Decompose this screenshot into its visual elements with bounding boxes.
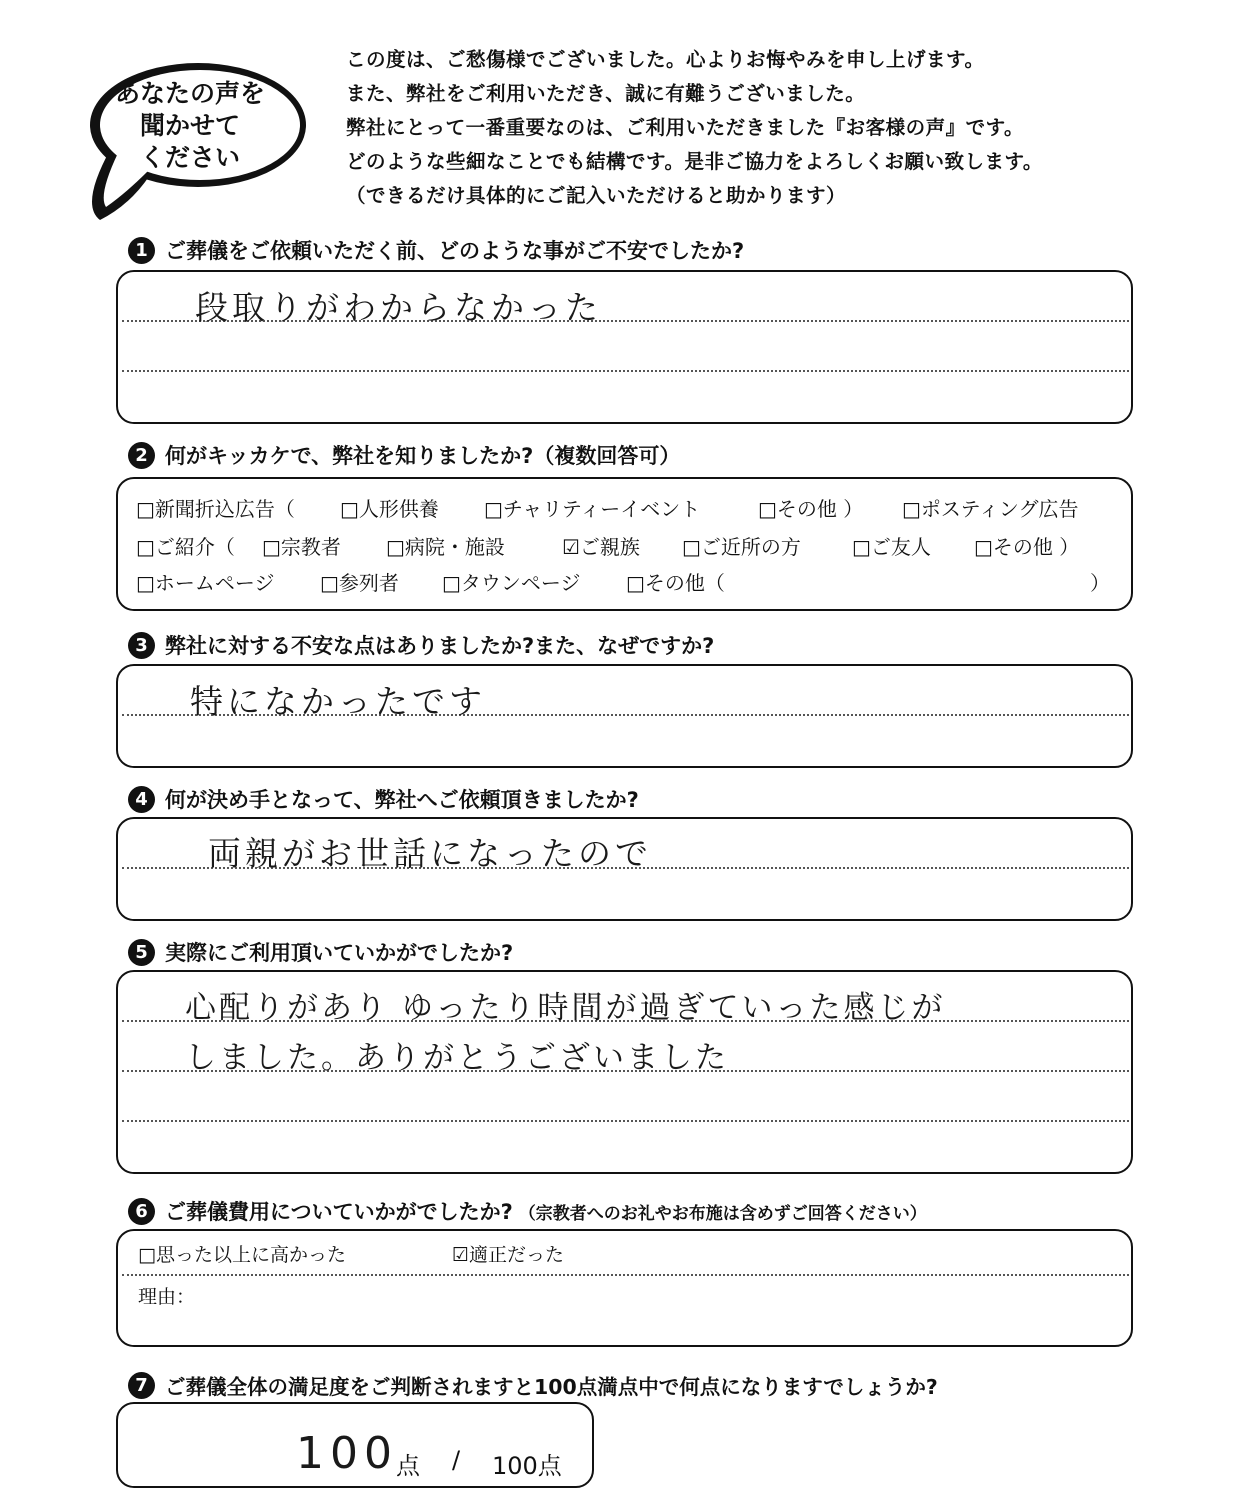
number-badge-icon: 1 xyxy=(128,237,155,264)
question-5 xyxy=(128,937,513,967)
option-other-2[interactable]: □その他 ） xyxy=(974,535,1080,559)
answer-5-line-2: しました。ありがとうございました xyxy=(185,1040,729,1076)
number-badge-icon: 7 xyxy=(128,1372,155,1399)
number-badge-icon: 2 xyxy=(128,442,155,469)
option-neighbors[interactable]: □ご近所の方 xyxy=(682,535,801,559)
bubble-line-3: ください xyxy=(139,143,240,172)
option-newspaper[interactable]: □新聞折込広告（ xyxy=(136,497,295,521)
number-badge-icon: 3 xyxy=(128,632,155,659)
bubble-line-1: あなたの声を xyxy=(114,79,265,108)
number-badge-icon: 6 xyxy=(128,1198,155,1225)
intro-line-4: どのような些細なことでも結構です。是非ご協力をよろしくお願い致します。 xyxy=(346,150,1043,173)
question-2 xyxy=(128,440,680,470)
option-referral[interactable]: □ご紹介（ xyxy=(136,535,235,559)
question-2-text: 何がキッカケで、弊社を知りましたか?（複数回答可） xyxy=(165,444,681,468)
question-6 xyxy=(128,1196,927,1226)
option-attendee[interactable]: □参列者 xyxy=(320,571,399,595)
option-other-3-close: ） xyxy=(1090,571,1110,595)
answer-5-line-1: 心配りがあり ゆったり時間が過ぎていった感じが xyxy=(185,990,946,1026)
question-5-text: 実際にご利用頂いていかがでしたか? xyxy=(165,941,514,965)
option-friends[interactable]: □ご友人 xyxy=(852,535,931,559)
intro-line-2: また、弊社をご利用いただき、誠に有難うございました。 xyxy=(346,82,866,105)
number-badge-icon: 4 xyxy=(128,786,155,813)
intro-line-1: この度は、ご愁傷様でございました。心よりお悔やみを申し上げます。 xyxy=(346,48,985,71)
question-3-text: 弊社に対する不安な点はありましたか?また、なぜですか? xyxy=(165,634,715,658)
option-posting[interactable]: □ポスティング広告 xyxy=(902,497,1079,521)
ruled-line xyxy=(122,1120,1129,1122)
question-7 xyxy=(128,1370,938,1400)
option-townpage[interactable]: □タウンページ xyxy=(442,571,581,595)
intro-line-5: （できるだけ具体的にご記入いただけると助かります） xyxy=(346,184,847,207)
option-relatives[interactable]: ☑ご親族 xyxy=(562,535,640,559)
question-1-text: ご葬儀をご依頼いただく前、どのような事がご不安でしたか? xyxy=(165,239,745,263)
option-reasonable[interactable]: ☑適正だった xyxy=(452,1244,565,1266)
option-other-1[interactable]: □その他 ） xyxy=(758,497,864,521)
question-3 xyxy=(128,630,714,660)
score-max: 100点 xyxy=(492,1452,562,1480)
answer-4-handwriting: 両親がお世話になったので xyxy=(208,834,652,873)
answer-1-handwriting: 段取りがわからなかった xyxy=(195,288,602,327)
intro-line-3: 弊社にとって一番重要なのは、ご利用いただきました『お客様の声』です。 xyxy=(346,116,1025,139)
question-4 xyxy=(128,784,639,814)
option-homepage[interactable]: □ホームページ xyxy=(136,571,275,595)
bubble-line-2: 聞かせて xyxy=(139,111,240,140)
ruled-line xyxy=(122,1274,1129,1276)
question-7-text: ご葬儀全体の満足度をご判断されますと100点満点中で何点になりますでしょうか? xyxy=(165,1375,938,1399)
option-too-expensive[interactable]: □思った以上に高かった xyxy=(138,1244,346,1266)
option-hospital[interactable]: □病院・施設 xyxy=(386,535,505,559)
reason-label: 理由： xyxy=(138,1286,196,1308)
score-slash: / xyxy=(452,1446,461,1474)
ruled-line xyxy=(122,370,1129,372)
question-4-text: 何が決め手となって、弊社へご依頼頂きましたか? xyxy=(165,788,639,812)
question-6-text: ご葬儀費用についていかがでしたか? xyxy=(165,1200,513,1224)
answer-3-handwriting: 特になかったです xyxy=(190,682,486,721)
score-unit: 点 xyxy=(396,1452,420,1480)
number-badge-icon: 5 xyxy=(128,939,155,966)
option-charity-event[interactable]: □チャリティーイベント xyxy=(484,497,701,521)
question-6-note: （宗教者へのお礼やお布施は含めずご回答ください） xyxy=(518,1203,927,1224)
option-doll-memorial[interactable]: □人形供養 xyxy=(340,497,439,521)
option-other-3[interactable]: □その他（ xyxy=(626,571,725,595)
option-clergy[interactable]: □宗教者 xyxy=(262,535,341,559)
question-1 xyxy=(128,235,744,265)
bubble-heading xyxy=(100,78,280,174)
score-handwriting: 100 xyxy=(296,1428,398,1479)
